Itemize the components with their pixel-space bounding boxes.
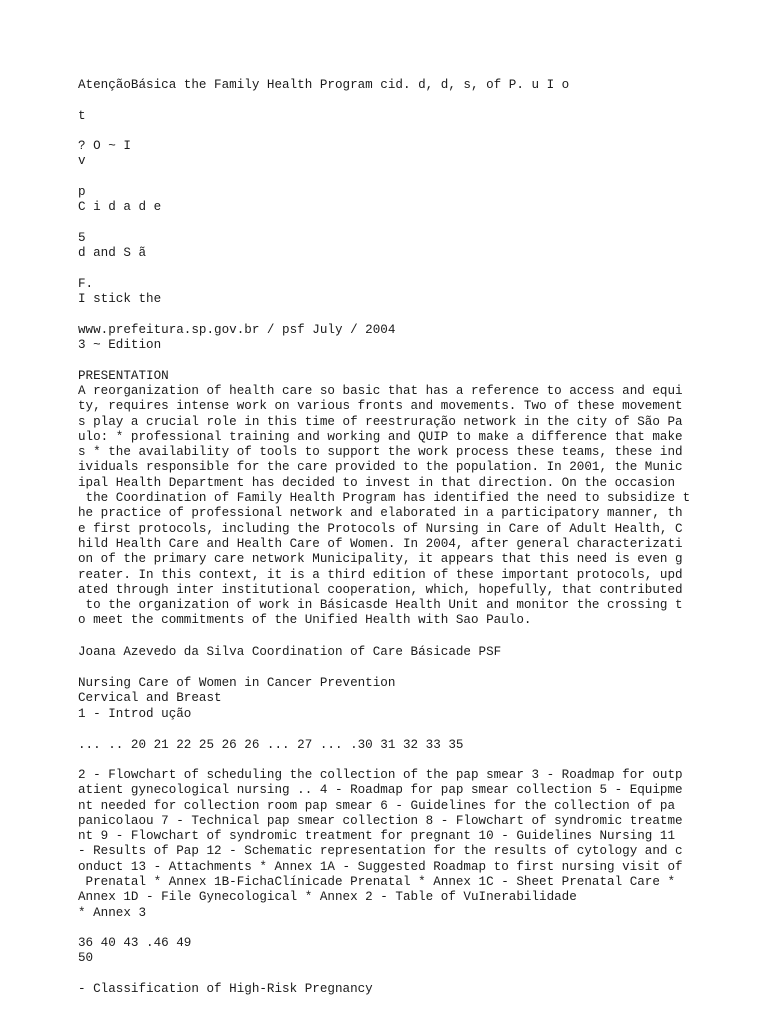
header-line: AtençãoBásica the Family Health Program cid. d, d, s, of P. u I o <box>78 78 570 92</box>
fragment-cidade: p C i d a d e <box>78 185 162 215</box>
presentation-heading: PRESENTATION <box>78 369 169 383</box>
toc-last-item: - Classification of High-Risk Pregnancy <box>78 982 373 996</box>
signature: Joana Azevedo da Silva Coordination of Care Básicade PSF <box>78 645 502 659</box>
presentation-body: A reorganization of health care so basic that has a reference to access and equi ty, requires intense work on various fronts and movements. Two of these movement s play a crucial role in this time of reestruração network in the city of São Pa ulo: * professional training and working and QUIP to make a difference that make s * the availability of tools to support the work process these teams, these ind ividuals responsible for the care provided to the population. In 2001, the Munic ipal Health Department has decided to invest in that direction. On the occasion the Coordination of Family Health Program has identified the need to subsidize t he practice of professional network and elaborated in a participatory manner, th e first protocols, including the Protocols of Nursing in Care of Adult Health, C hild Health Care and Health Care of Women. In 2004, after general characterizati on of the primary care network Municipality, it appears that this need is even g reater. In this context, it is a third edition of these important protocols, upd ated through inter institutional cooperation, which, hopefully, that contributed to the organization of work in Básicasde Health Unit and monitor the crossing t o meet the commitments of the Unified Health with Sao Paulo. <box>78 384 691 628</box>
fragment-stick: F. I stick the <box>78 277 162 307</box>
toc-pages-first: ... .. 20 21 22 25 26 26 ... 27 ... .30 31 32 33 35 <box>78 738 464 752</box>
fragment-five: 5 d and S ã <box>78 231 147 261</box>
toc-items: 2 - Flowchart of scheduling the collection of the pap smear 3 - Roadmap for outp atient gynecological nursing .. 4 - Roadmap for pap smear collection 5 - Equipme nt needed for collection room pap smear 6 - Guidelines for the collection of pa panicolaou 7 - Technical pap smear collection 8 - Flowchart of syndromic treatme nt 9 - Flowchart of syndromic treatment for pregnant 10 - Guidelines Nursing 11 - Results of Pap 12 - Schematic representation for the results of cytology and c onduct 13 - Attachments * Annex 1A - Suggested Roadmap to first nursing visit of Prenatal * Annex 1B-FichaClínicade Prenatal * Annex 1C - Sheet Prenatal Care * Annex 1D - File Gynecological * Annex 2 - Table of VuInerabilidade * Annex 3 <box>78 768 683 920</box>
toc-pages-second: 36 40 43 .46 49 50 <box>78 936 192 966</box>
fragment-question: ? O ~ I v <box>78 139 131 169</box>
fragment-t: t <box>78 109 86 123</box>
site-and-edition: www.prefeitura.sp.gov.br / psf July / 2004 3 ~ Edition <box>78 323 396 353</box>
toc-title: Nursing Care of Women in Cancer Prevention Cervical and Breast 1 - Introd ução <box>78 676 396 721</box>
